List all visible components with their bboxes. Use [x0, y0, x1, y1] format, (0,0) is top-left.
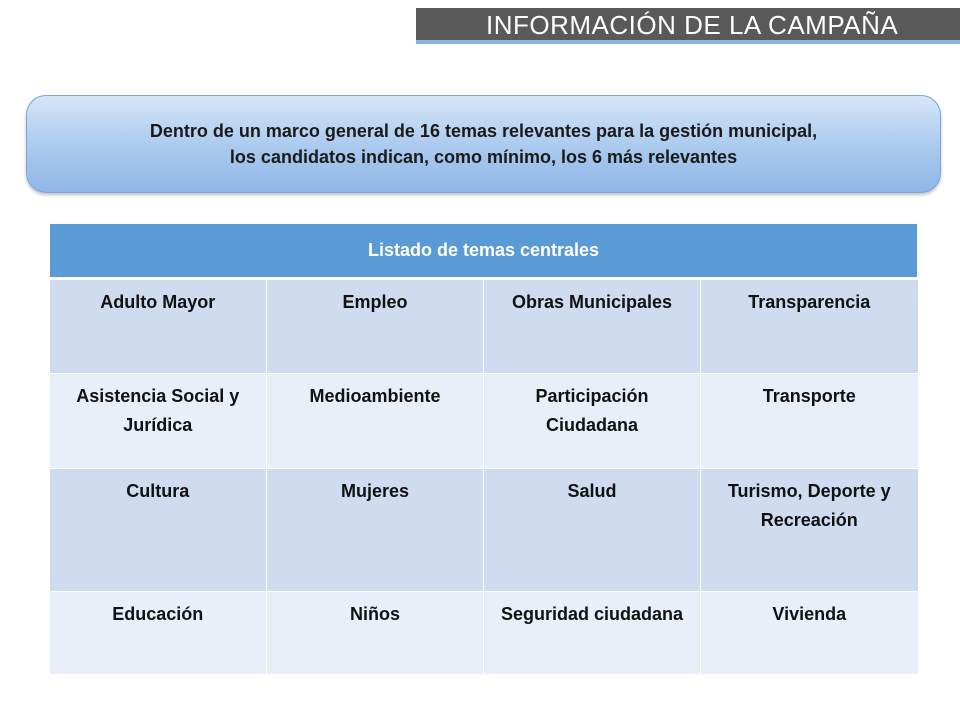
table-cell: Empleo [267, 279, 484, 374]
table-row [50, 592, 918, 675]
table-cell: Asistencia Social y Jurídica [50, 374, 267, 469]
info-callout [26, 95, 941, 193]
table-cell: Mujeres [267, 469, 484, 592]
table-row [50, 469, 918, 592]
table-cell: Transporte [701, 374, 918, 469]
table-cell: Adulto Mayor [50, 279, 267, 374]
table-cell: Transparencia [701, 279, 918, 374]
table-cell: Medioambiente [267, 374, 484, 469]
table-header: Listado de temas centrales [50, 224, 918, 279]
table-cell: Participación Ciudadana [484, 374, 701, 469]
title-bar [416, 8, 960, 44]
page-title: INFORMACIÓN DE LA CAMPAÑA [486, 10, 899, 40]
table-row [50, 279, 918, 374]
table-cell: Turismo, Deporte y Recreación [701, 469, 918, 592]
table-cell: Salud [484, 469, 701, 592]
table-cell: Seguridad ciudadana [484, 592, 701, 675]
table-cell: Obras Municipales [484, 279, 701, 374]
table-cell: Niños [267, 592, 484, 675]
topics-table [49, 223, 918, 675]
table-cell: Vivienda [701, 592, 918, 675]
info-line-1: Dentro de un marco general de 16 temas relevantes para la gestión municipal, [149, 121, 818, 141]
table-cell: Cultura [50, 469, 267, 592]
info-line-2: los candidatos indican, como mínimo, los 6 más relevantes [229, 147, 738, 167]
table-cell: Educación [50, 592, 267, 675]
table-row [50, 374, 918, 469]
